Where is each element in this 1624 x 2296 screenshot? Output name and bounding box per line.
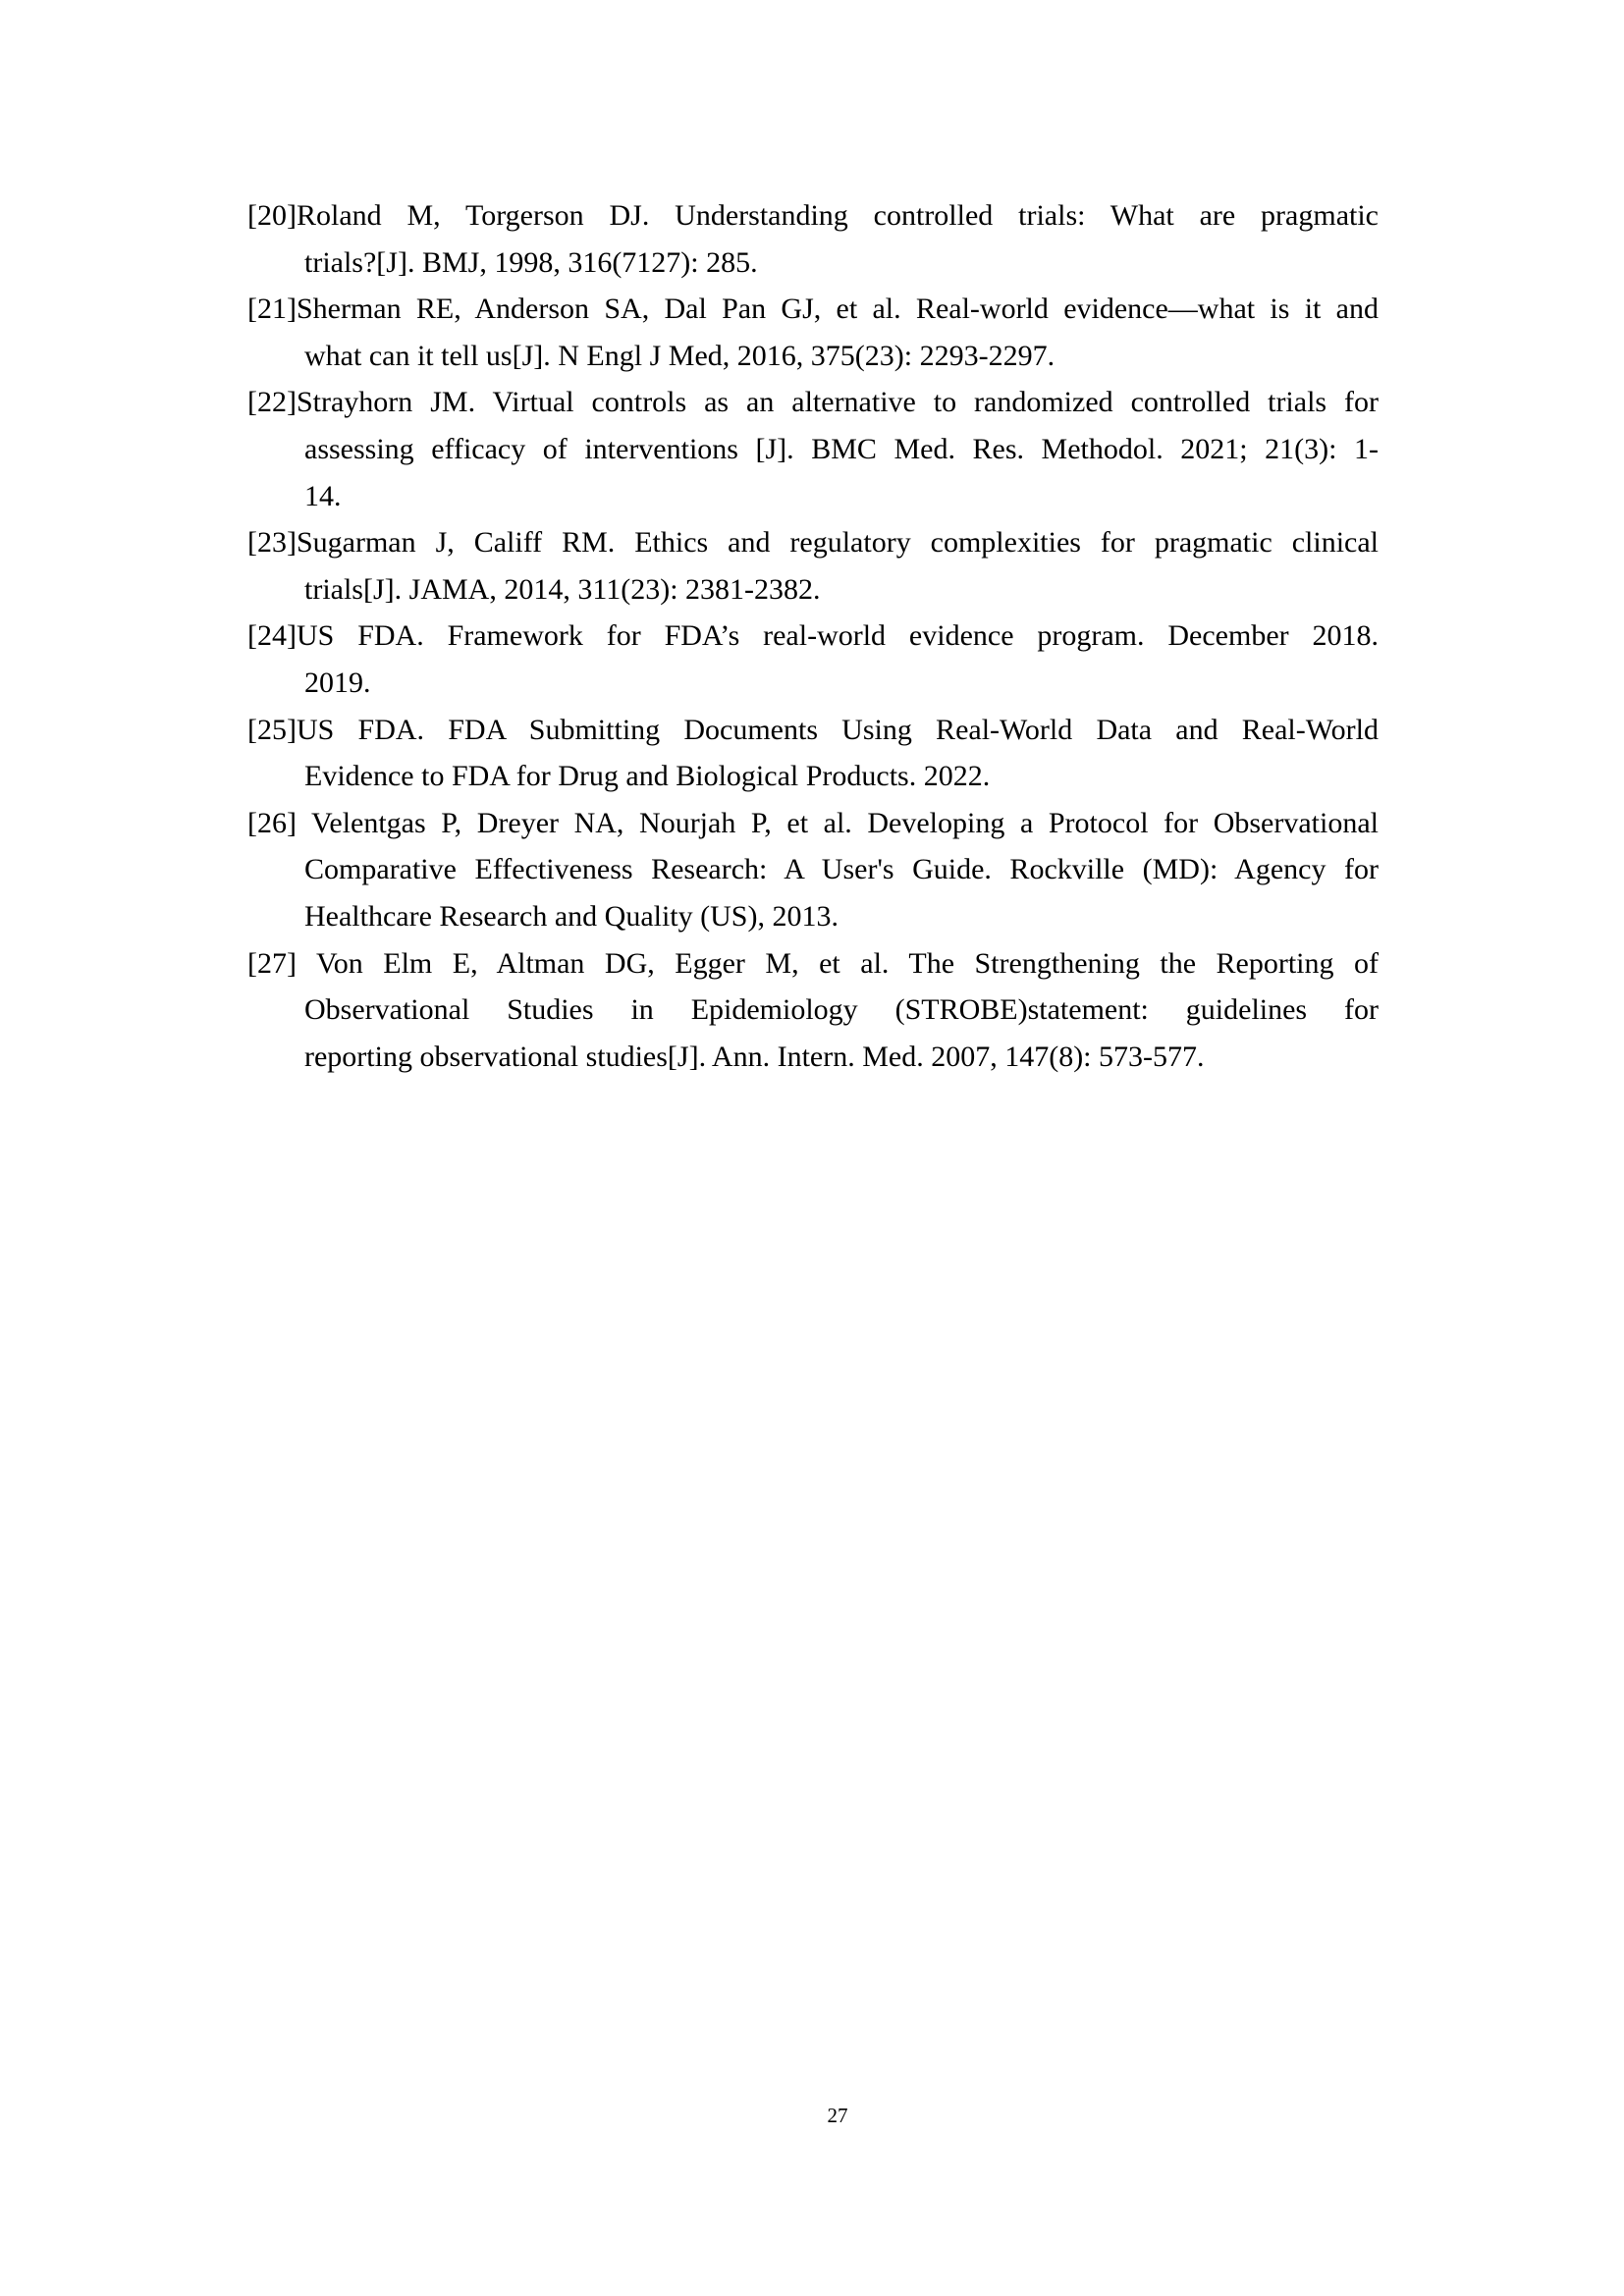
reference-line: 2019. [304, 666, 371, 699]
reference-line: [26] Velentgas P, Dreyer NA, Nourjah P, et al. Developing a Protocol for Observational [247, 806, 1379, 839]
reference-line: reporting observational studies[J]. Ann. Intern. Med. 2007, 147(8): 573-577. [304, 1040, 1205, 1073]
reference-line: assessing efficacy of interventions [J]. BMC Med. Res. Methodol. 2021; 21(3): 1- [304, 432, 1379, 465]
reference-entry-23 [247, 519, 1379, 613]
reference-line: [24]US FDA. Framework for FDA’s real-world evidence program. December 2018. [247, 619, 1379, 653]
reference-line: 14. [304, 479, 342, 512]
reference-entry-20 [247, 192, 1379, 286]
reference-line: [27] Von Elm E, Altman DG, Egger M, et al. The Strengthening the Reporting of [247, 946, 1379, 980]
reference-line: trials[J]. JAMA, 2014, 311(23): 2381-2382. [304, 572, 821, 606]
reference-entry-24 [247, 613, 1379, 706]
reference-line: [23]Sugarman J, Califf RM. Ethics and regulatory complexities for pragmatic clinical [247, 526, 1379, 560]
reference-line: [21]Sherman RE, Anderson SA, Dal Pan GJ, et al. Real-world evidence—what is it and [247, 293, 1379, 326]
reference-line: Healthcare Research and Quality (US), 2013. [304, 899, 839, 933]
reference-entry-27 [247, 940, 1379, 1081]
reference-entry-26 [247, 800, 1379, 940]
reference-line: [25]US FDA. FDA Submitting Documents Using Real-World Data and Real-World [247, 713, 1379, 746]
reference-entry-21 [247, 286, 1379, 379]
reference-line: [20]Roland M, Torgerson DJ. Understanding controlled trials: What are pragmatic [247, 199, 1379, 232]
reference-line: what can it tell us[J]. N Engl J Med, 2016, 375(23): 2293-2297. [304, 339, 1056, 372]
reference-line: Observational Studies in Epidemiology (STROBE)statement: guidelines for [304, 993, 1379, 1027]
reference-line: Comparative Effectiveness Research: A User's Guide. Rockville (MD): Agency for [304, 853, 1379, 886]
reference-line: Evidence to FDA for Drug and Biological Products. 2022. [304, 760, 991, 793]
references-list [247, 192, 1379, 1080]
reference-entry-25 [247, 707, 1379, 800]
page-number: 27 [827, 2104, 848, 2127]
reference-line: [22]Strayhorn JM. Virtual controls as an alternative to randomized controlled trials for [247, 386, 1379, 419]
reference-entry-22 [247, 379, 1379, 519]
reference-line: trials?[J]. BMJ, 1998, 316(7127): 285. [304, 245, 758, 279]
